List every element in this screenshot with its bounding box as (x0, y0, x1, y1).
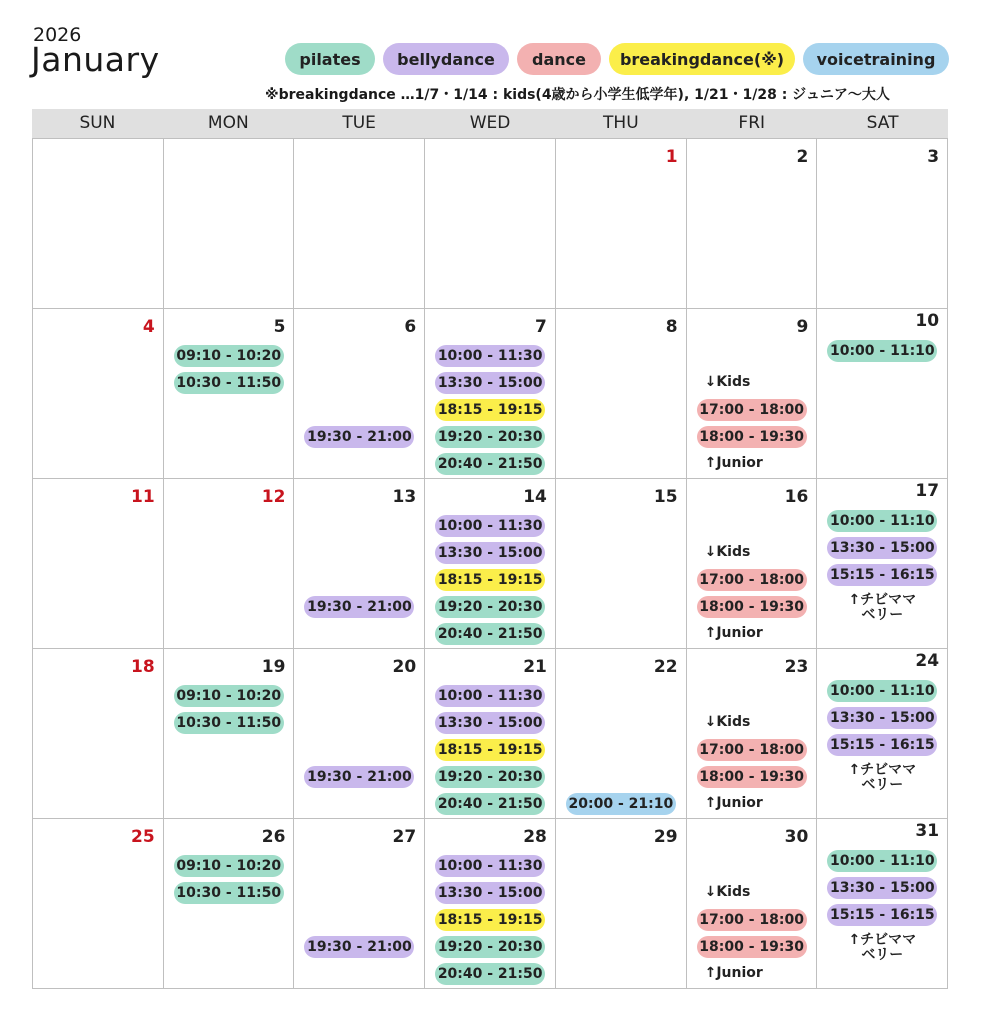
day-number: 13 (392, 487, 417, 507)
day-number: 6 (404, 317, 417, 337)
day-number: 22 (653, 657, 678, 677)
class-time-slot[interactable]: 10:00 - 11:30 (435, 855, 545, 877)
class-time-slot[interactable]: 19:20 - 20:30 (435, 596, 545, 618)
day-cell[interactable] (33, 819, 164, 989)
class-time-slot[interactable]: 20:40 - 21:50 (435, 623, 545, 645)
chibimama-belly-label (827, 763, 937, 793)
class-time-slot[interactable]: 18:00 - 19:30 (697, 596, 807, 618)
class-time-slot[interactable]: 18:00 - 19:30 (697, 936, 807, 958)
class-time-slot[interactable]: 19:20 - 20:30 (435, 426, 545, 448)
calendar-grid (32, 109, 948, 989)
day-number: 3 (927, 147, 940, 167)
kids-label: ↓Kids (704, 374, 751, 390)
day-cell[interactable] (556, 479, 687, 649)
day-cell[interactable] (425, 479, 556, 649)
day-number: 15 (653, 487, 678, 507)
junior-label: ↑Junior (704, 965, 763, 981)
class-time-slot[interactable]: 10:30 - 11:50 (174, 882, 284, 904)
legend-voicetraining: voicetraining (803, 43, 949, 75)
class-time-slot[interactable]: 20:40 - 21:50 (435, 453, 545, 475)
weekday-sun: SUN (79, 113, 116, 133)
day-cell[interactable] (425, 309, 556, 479)
legend-pilates: pilates (285, 43, 375, 75)
day-cell[interactable] (687, 309, 818, 479)
day-number: 14 (523, 487, 547, 507)
class-time-slot[interactable]: 18:15 - 19:15 (435, 909, 545, 931)
junior-label: ↑Junior (704, 455, 763, 471)
junior-label: ↑Junior (704, 795, 763, 811)
kids-label: ↓Kids (704, 884, 751, 900)
day-number: 17 (915, 481, 940, 501)
day-cell[interactable] (294, 309, 425, 479)
weekday-fri: FRI (738, 113, 766, 133)
day-number: 16 (784, 487, 809, 507)
day-cell[interactable] (425, 139, 556, 309)
day-cell[interactable] (687, 819, 818, 989)
day-number: 26 (261, 827, 286, 847)
class-time-slot[interactable]: 20:40 - 21:50 (435, 793, 545, 815)
week-row (33, 819, 948, 989)
chibimama-line: ↑チビママ (848, 762, 917, 778)
class-time-slot[interactable]: 18:00 - 19:30 (697, 426, 807, 448)
junior-label: ↑Junior (704, 625, 763, 641)
class-time-slot[interactable]: 13:30 - 15:00 (827, 877, 937, 899)
belly-line: ベリー (861, 607, 904, 623)
day-cell[interactable] (33, 309, 164, 479)
class-time-slot[interactable]: 19:20 - 20:30 (435, 936, 545, 958)
week-row (33, 479, 948, 649)
class-time-slot[interactable]: 09:10 - 10:20 (174, 685, 284, 707)
week-row (33, 649, 948, 819)
weeks-container (32, 138, 948, 989)
day-cell[interactable] (556, 139, 687, 309)
day-cell[interactable] (164, 139, 295, 309)
class-time-slot[interactable]: 09:10 - 10:20 (174, 855, 284, 877)
belly-line: ベリー (861, 947, 904, 963)
belly-line: ベリー (861, 777, 904, 793)
kids-label: ↓Kids (704, 544, 751, 560)
legend-bellydance: bellydance (383, 43, 509, 75)
day-cell[interactable] (556, 819, 687, 989)
day-number: 21 (523, 657, 547, 677)
day-number: 1 (665, 147, 678, 167)
day-number: 8 (665, 317, 678, 337)
kids-label: ↓Kids (704, 714, 751, 730)
class-time-slot[interactable]: 18:00 - 19:30 (697, 766, 807, 788)
day-number: 12 (261, 487, 286, 507)
class-time-slot[interactable]: 10:00 - 11:10 (827, 510, 937, 532)
day-cell[interactable] (687, 139, 818, 309)
chibimama-line: ↑チビママ (848, 592, 917, 608)
day-cell[interactable] (556, 649, 687, 819)
day-number: 24 (915, 651, 940, 671)
class-time-slot[interactable]: 17:00 - 18:00 (697, 399, 807, 421)
class-time-slot[interactable]: 19:30 - 21:00 (304, 766, 414, 788)
day-number: 28 (523, 827, 547, 847)
weekday-thu: THU (603, 113, 639, 133)
day-number: 29 (653, 827, 678, 847)
legend-dance: dance (517, 43, 601, 75)
day-number: 30 (784, 827, 809, 847)
day-number: 19 (261, 657, 286, 677)
chibimama-belly-label (827, 593, 937, 623)
class-time-slot[interactable]: 10:00 - 11:30 (435, 345, 545, 367)
class-time-slot[interactable]: 13:30 - 15:00 (435, 712, 545, 734)
legend-breakingdance: breakingdance(※) (609, 43, 795, 75)
day-number: 25 (131, 827, 155, 847)
weekday-header (32, 109, 948, 138)
day-number: 9 (796, 317, 809, 337)
day-number: 5 (273, 317, 286, 337)
day-cell[interactable] (294, 139, 425, 309)
day-number: 11 (131, 487, 155, 507)
day-cell[interactable] (33, 649, 164, 819)
day-number: 31 (915, 821, 940, 841)
day-cell[interactable] (164, 819, 295, 989)
class-time-slot[interactable]: 19:20 - 20:30 (435, 766, 545, 788)
month-title: January (31, 40, 160, 79)
legend (285, 43, 949, 75)
weekday-tue: TUE (342, 113, 376, 133)
class-time-slot[interactable]: 13:30 - 15:00 (827, 707, 937, 729)
class-time-slot[interactable]: 09:10 - 10:20 (174, 345, 284, 367)
chibimama-line: ↑チビママ (848, 932, 917, 948)
class-time-slot[interactable]: 18:15 - 19:15 (435, 399, 545, 421)
class-time-slot[interactable]: 20:40 - 21:50 (435, 963, 545, 985)
class-time-slot[interactable]: 19:30 - 21:00 (304, 596, 414, 618)
weekday-wed: WED (469, 113, 511, 133)
day-number: 20 (392, 657, 417, 677)
class-time-slot[interactable]: 10:00 - 11:10 (827, 340, 937, 362)
day-cell[interactable] (164, 479, 295, 649)
class-time-slot[interactable]: 10:00 - 11:10 (827, 680, 937, 702)
class-time-slot[interactable]: 10:30 - 11:50 (174, 372, 284, 394)
class-time-slot[interactable]: 13:30 - 15:00 (827, 537, 937, 559)
class-time-slot[interactable]: 10:00 - 11:30 (435, 515, 545, 537)
day-cell[interactable] (294, 479, 425, 649)
day-cell[interactable] (817, 479, 948, 649)
class-time-slot[interactable]: 19:30 - 21:00 (304, 426, 414, 448)
day-number: 7 (535, 317, 547, 337)
class-time-slot[interactable]: 18:15 - 19:15 (435, 569, 545, 591)
class-time-slot[interactable]: 17:00 - 18:00 (697, 569, 807, 591)
class-time-slot[interactable]: 10:30 - 11:50 (174, 712, 284, 734)
year-label: 2026 (33, 24, 82, 46)
day-cell[interactable] (425, 649, 556, 819)
day-cell[interactable] (425, 819, 556, 989)
day-cell[interactable] (164, 649, 295, 819)
day-number: 2 (796, 147, 809, 167)
class-time-slot[interactable]: 15:15 - 16:15 (827, 564, 937, 586)
class-time-slot[interactable]: 13:30 - 15:00 (435, 542, 545, 564)
weekday-sat: SAT (866, 113, 899, 133)
class-time-slot[interactable]: 13:30 - 15:00 (435, 372, 545, 394)
class-time-slot[interactable]: 15:15 - 16:15 (827, 904, 937, 926)
day-number: 4 (142, 317, 155, 337)
chibimama-belly-label (827, 933, 937, 963)
class-time-slot[interactable]: 20:00 - 21:10 (566, 793, 676, 815)
class-time-slot[interactable]: 17:00 - 18:00 (697, 739, 807, 761)
day-cell[interactable] (817, 139, 948, 309)
day-cell[interactable] (294, 649, 425, 819)
day-cell[interactable] (687, 649, 818, 819)
day-cell[interactable] (687, 479, 818, 649)
week-row (33, 309, 948, 479)
breakingdance-note: ※breakingdance …1/7・1/14 : kids(4歳から小学生低学年), 1/21・1/28 : ジュニア〜大人 (265, 87, 890, 103)
day-number: 27 (392, 827, 417, 847)
class-time-slot[interactable]: 15:15 - 16:15 (827, 734, 937, 756)
day-number: 18 (131, 657, 155, 677)
class-time-slot[interactable]: 19:30 - 21:00 (304, 936, 414, 958)
class-time-slot[interactable]: 10:00 - 11:10 (827, 850, 937, 872)
day-cell[interactable] (33, 479, 164, 649)
class-time-slot[interactable]: 18:15 - 19:15 (435, 739, 545, 761)
class-time-slot[interactable]: 10:00 - 11:30 (435, 685, 545, 707)
class-time-slot[interactable]: 17:00 - 18:00 (697, 909, 807, 931)
day-number: 23 (784, 657, 809, 677)
day-cell[interactable] (817, 649, 948, 819)
day-cell[interactable] (817, 819, 948, 989)
day-number: 10 (915, 311, 940, 331)
day-cell[interactable] (164, 309, 295, 479)
weekday-mon: MON (207, 113, 249, 133)
day-cell[interactable] (556, 309, 687, 479)
day-cell[interactable] (294, 819, 425, 989)
day-cell[interactable] (817, 309, 948, 479)
class-time-slot[interactable]: 13:30 - 15:00 (435, 882, 545, 904)
week-row (33, 139, 948, 309)
day-cell[interactable] (33, 139, 164, 309)
